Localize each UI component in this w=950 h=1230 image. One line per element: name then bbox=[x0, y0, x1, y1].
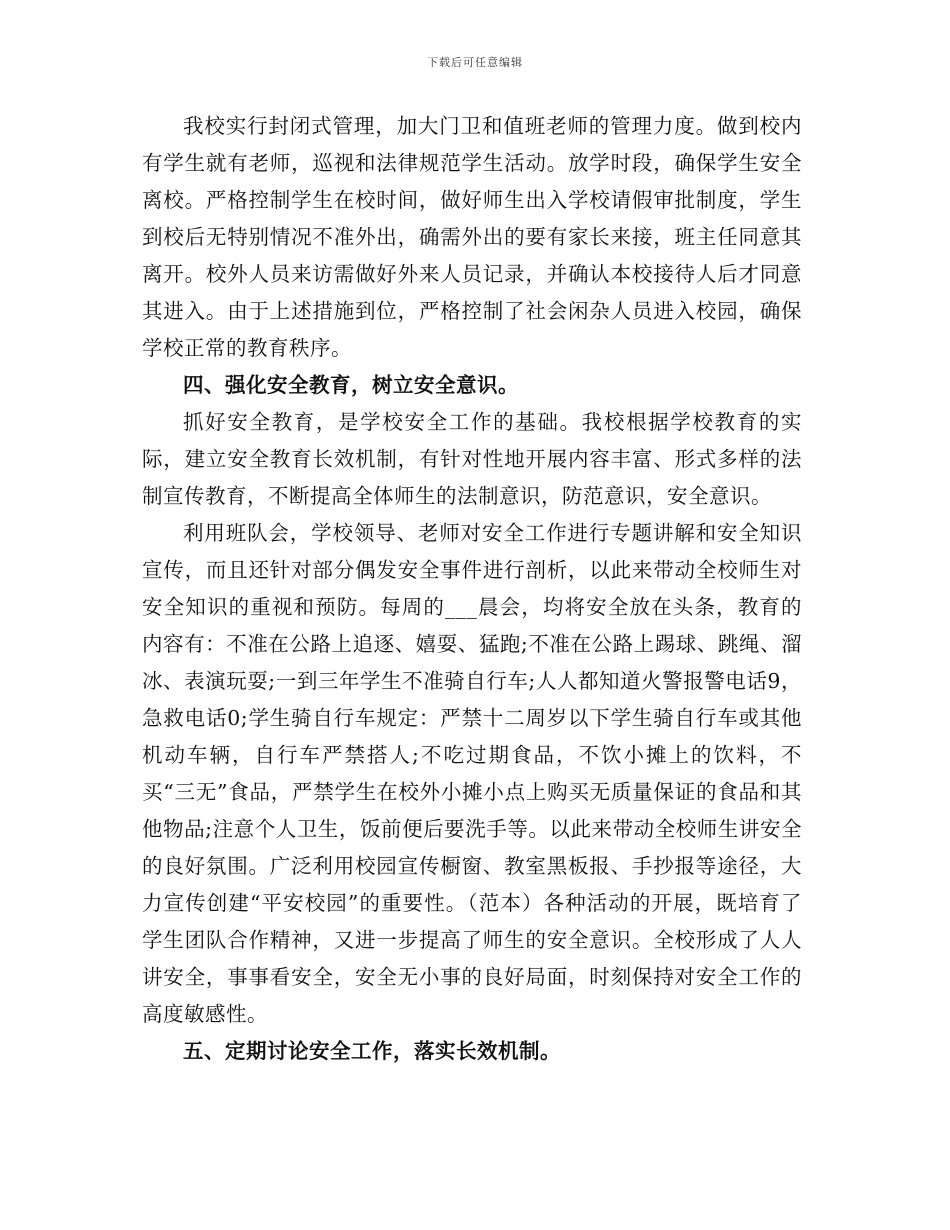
section-heading-5: 五、定期讨论安全工作，落实长效机制。 bbox=[183, 1039, 561, 1063]
section-heading-4: 四、强化安全教育，树立安全意识。 bbox=[183, 373, 519, 397]
paragraph-safety-education: 抓好安全教育，是学校安全工作的基础。我校根据学校教育的实际，建立安全教育长效机制，有针对性地开展内容丰富、形式多样的法制宣传教育，不断提高全体师生的法制意识，防范意识，安全意识。 bbox=[142, 410, 802, 508]
paragraph-class-meetings: 利用班队会，学校领导、老师对安全工作进行专题讲解和安全知识宣传，而且还针对部分偶发安全事件进行剖析，以此来带动全校师生对安全知识的重视和预防。每周的___晨会，均将安全放在头条，教育的内容有：不准在公路上追逐、嬉耍、猛跑;不准在公路上踢球、跳绳、溜冰、表演玩耍;一到三年学生不准骑自行车;人人都知道火警报警电话9，急救电话0;学生骑自行车规定：严禁十二周岁以下学生骑自行车或其他机动车辆，自行车严禁搭人;不吃过期食品，不饮小摊上的饮料，不买“三无”食品，严禁学生在校外小摊小点上购买无质量保证的食品和其他物品;注意个人卫生，饭前便后要洗手等。以此来带动全校师生讲安全的良好氛围。广泛利用校园宣传橱窗、教室黑板报、手抄报等途径，大力宣传创建“平安校园”的重要性。（范本）各种活动的开展，既培育了学生团队合作精神，又进一步提高了师生的安全意识。全校形成了人人讲安全，事事看安全，安全无小事的良好局面，时刻保持对安全工作的高度敏感性。 bbox=[142, 521, 802, 1026]
document-body bbox=[142, 108, 802, 1070]
page-header: 下载后可任意编辑 bbox=[427, 56, 523, 69]
paragraph-closed-management: 我校实行封闭式管理，加大门卫和值班老师的管理力度。做到校内有学生就有老师，巡视和法律规范学生活动。放学时段，确保学生安全离校。严格控制学生在校时间，做好师生出入学校请假审批制度，学生到校后无特别情况不准外出，确需外出的要有家长来接，班主任同意其离开。校外人员来访需做好外来人员记录，并确认本校接待人后才同意其进入。由于上述措施到位，严格控制了社会闲杂人员进入校园，确保学校正常的教育秩序。 bbox=[142, 114, 802, 360]
